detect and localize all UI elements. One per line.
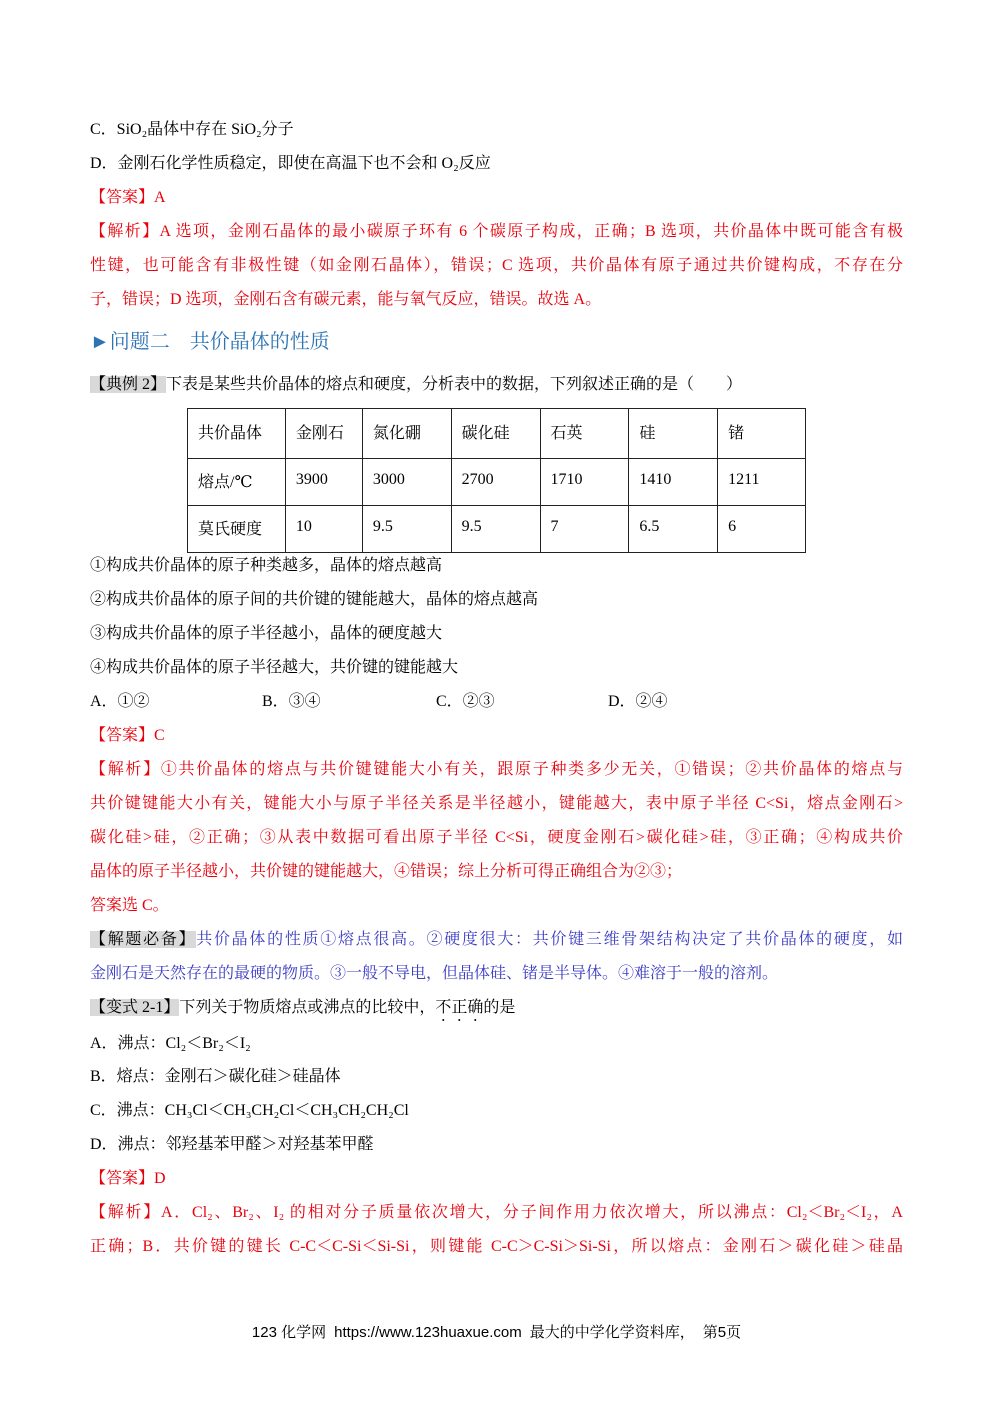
- variant-option-b: B．熔点：金刚石＞碳化硅＞硅晶体: [90, 1068, 341, 1085]
- table-cell: 1410: [629, 459, 718, 506]
- example2-analysis-line-4: 晶体的原子半径越小，共价键的键能越大，④错误；综上分析可得正确组合为②③；: [90, 863, 683, 880]
- option-a: A．①②: [90, 693, 150, 710]
- section-title: 共价晶体的性质: [189, 331, 330, 353]
- statement-4: ④构成共价晶体的原子半径越大，共价键的键能越大: [90, 659, 459, 676]
- example2-analysis-line-3: 碳化硅>硅，②正确；③从表中数据可看出原子半径 C<Si，硬度金刚石>碳化硅>硅，③正确；④构成共价: [90, 829, 903, 846]
- table-cell: 金刚石: [285, 409, 362, 459]
- table-cell: 7: [540, 506, 629, 553]
- table-cell: 氮化硼: [362, 409, 451, 459]
- table-cell: 1710: [540, 459, 629, 506]
- statement-1: ①构成共价晶体的原子种类越多，晶体的熔点越高: [90, 557, 443, 574]
- variant-stem-emphasis: 不正确: [435, 999, 484, 1016]
- table-cell: 3900: [285, 459, 362, 506]
- example2-options: [90, 685, 903, 719]
- tips-line-2: 金刚石是天然存在的最硬的物质。③一般不导电，但晶体硅、锗是半导体。④难溶于一般的溶剂。: [90, 965, 779, 982]
- table-row: [188, 459, 806, 506]
- example2-analysis-line-1: [90, 753, 903, 787]
- answer-label: 【答案】: [90, 1170, 155, 1187]
- table-cell: 共价晶体: [188, 409, 286, 459]
- table-cell: 碳化硅: [451, 409, 540, 459]
- example2-answer: [90, 719, 165, 753]
- q1-option-c: C．SiO₂晶体中存在 SiO₂分子: [90, 121, 294, 138]
- example-label: 【典例 2】: [90, 376, 167, 393]
- variant-stem-text: 下列关于物质熔点或沸点的比较中，: [179, 999, 436, 1016]
- analysis-text: A 选项，金刚石晶体的最小碳原子环有 6 个碳原子构成，正确；B 选项，共价晶体中既可能含有极: [159, 223, 903, 240]
- table-cell: 1211: [718, 459, 806, 506]
- variant-option-d: D．沸点：邻羟基苯甲醛＞对羟基苯甲醛: [90, 1136, 374, 1153]
- statement-2: ②构成共价晶体的原子间的共价键的键能越大，晶体的熔点越高: [90, 591, 539, 608]
- variant-label: 【变式 2-1】: [90, 999, 180, 1016]
- variant-answer: [90, 1162, 166, 1196]
- table-cell: 10: [285, 506, 362, 553]
- example2-analysis-line-2: 共价键键能大小有关，键能大小与原子半径关系是半径越小，键能越大，表中原子半径 C<Si，熔点金刚石>: [90, 795, 903, 812]
- variant-option-a: A．沸点：Cl₂＜Br₂＜I₂: [90, 1035, 251, 1052]
- option-c: C．②③: [436, 693, 495, 710]
- footer-site: 123 化学网: [251, 1324, 327, 1341]
- q1-analysis-line-3: 子，错误；D 选项，金刚石含有碳元素，能与氧气反应，错误。故选 A。: [90, 291, 602, 308]
- q1-analysis-line-1: [90, 215, 903, 249]
- answer-value: D: [154, 1170, 166, 1187]
- answer-label: 【答案】: [90, 189, 155, 206]
- example2-stem: [90, 368, 742, 402]
- table-cell: 9.5: [362, 506, 451, 553]
- table-cell: 硅: [629, 409, 718, 459]
- statement-3: ③构成共价晶体的原子半径越小，晶体的硬度越大: [90, 625, 443, 642]
- variant-stem-end: 的是: [483, 999, 516, 1016]
- page-footer: [0, 1316, 993, 1350]
- footer-page-number: 第5页: [702, 1324, 742, 1341]
- option-b: B．③④: [262, 693, 321, 710]
- q1-analysis-line-2: 性键，也可能含有非极性键（如金刚石晶体），错误；C 选项，共价晶体有原子通过共价键构成，不存在分: [90, 257, 903, 274]
- variant-analysis-line-1: [90, 1196, 903, 1230]
- example-stem-text: 下表是某些共价晶体的熔点和硬度，分析表中的数据，下列叙述正确的是（ ）: [166, 376, 743, 393]
- table-row: [188, 506, 806, 553]
- example2-analysis-line-5: 答案选 C。: [90, 897, 169, 914]
- tips-text: 共价晶体的性质①熔点很高。②硬度很大：共价键三维骨架结构决定了共价晶体的硬度，如: [196, 931, 903, 948]
- footer-url: https://www.123huaxue.com: [334, 1324, 522, 1341]
- option-d: D．②④: [608, 693, 668, 710]
- section-number: 问题二: [109, 331, 170, 353]
- analysis-text: ①共价晶体的熔点与共价键键能大小有关，跟原子种类多少无关，①错误；②共价晶体的熔点与: [160, 761, 903, 778]
- crystal-properties-table: [187, 408, 806, 553]
- table-cell: 熔点/℃: [188, 459, 286, 506]
- section-heading: [90, 325, 330, 359]
- footer-slogan: 最大的中学化学资料库，: [529, 1324, 695, 1341]
- variant-stem: [90, 991, 515, 1025]
- table-cell: 莫氏硬度: [188, 506, 286, 553]
- answer-value: A: [154, 189, 166, 206]
- table-cell: 石英: [540, 409, 629, 459]
- analysis-label: 【解析】: [90, 223, 160, 240]
- answer-value: C: [154, 727, 165, 744]
- q1-option-d: D．金刚石化学性质稳定，即使在高温下也不会和 O₂反应: [90, 155, 491, 172]
- variant-option-c: C．沸点：CH₃Cl＜CH₃CH₂Cl＜CH₃CH₂CH₂Cl: [90, 1102, 409, 1119]
- variant-analysis-line-2: 正确；B．共价键的键长 C-C＜C-Si＜Si-Si，则键能 C-C＞C-Si＞Si-Si，所以熔点：金刚石＞碳化硅＞硅晶: [90, 1238, 903, 1255]
- tips-label: 【解题必备】: [90, 931, 197, 948]
- tips-line-1: [90, 923, 903, 957]
- table-cell: 3000: [362, 459, 451, 506]
- table-cell: 2700: [451, 459, 540, 506]
- analysis-text: A．Cl₂、Br₂、I₂ 的相对分子质量依次增大，分子间作用力依次增大，所以沸点：Cl₂＜Br₂＜I₂，A: [160, 1204, 903, 1221]
- table-cell: 6: [718, 506, 806, 553]
- table-cell: 锗: [718, 409, 806, 459]
- q1-answer: [90, 181, 166, 215]
- analysis-label: 【解析】: [90, 1204, 161, 1221]
- table-cell: 9.5: [451, 506, 540, 553]
- table-cell: 6.5: [629, 506, 718, 553]
- table-header-row: [188, 409, 806, 459]
- answer-label: 【答案】: [90, 727, 155, 744]
- triangle-marker-icon: ►: [90, 331, 110, 353]
- analysis-label: 【解析】: [90, 761, 161, 778]
